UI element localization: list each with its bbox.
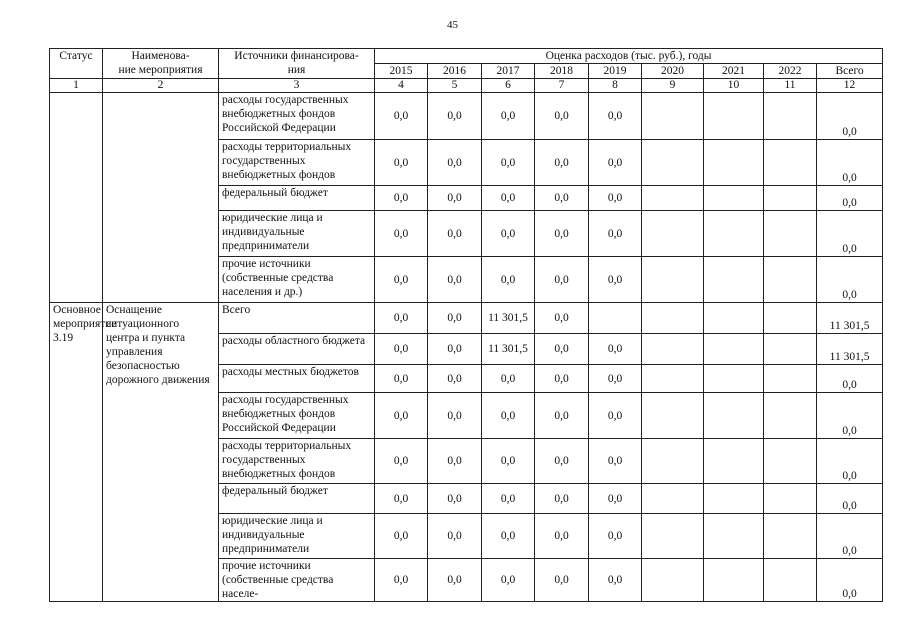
value-cell-empty: [642, 140, 704, 186]
value-cell: 0,0: [428, 334, 482, 365]
value-cell: 0,0: [482, 514, 535, 559]
table-row: [50, 303, 883, 334]
value-cell-empty: [704, 484, 764, 514]
value-cell-empty: [764, 211, 817, 257]
header-year: 2015: [375, 64, 428, 79]
value-cell-empty: [764, 93, 817, 140]
value-cell: 0,0: [482, 484, 535, 514]
funding-source: прочие источники (собственные средства населения и др.): [219, 257, 375, 303]
column-number: 9: [642, 79, 704, 93]
value-cell: 0,0: [535, 211, 589, 257]
value-cell-empty: [704, 365, 764, 393]
activity-name-cell: Оснащение ситуационного центра и пункта управления безопасностью дорожного движения: [103, 303, 219, 602]
value-cell: 0,0: [428, 365, 482, 393]
value-cell: 0,0: [428, 393, 482, 439]
status-cell-empty: [50, 93, 103, 303]
total-cell: 0,0: [817, 140, 883, 186]
value-cell-empty: [764, 484, 817, 514]
column-number: 3: [219, 79, 375, 93]
value-cell-empty: [642, 559, 704, 602]
value-cell-empty: [764, 393, 817, 439]
column-number: 10: [704, 79, 764, 93]
value-cell-empty: [704, 334, 764, 365]
total-cell: 11 301,5: [817, 334, 883, 365]
value-cell-empty: [642, 484, 704, 514]
value-cell: 0,0: [375, 365, 428, 393]
header-year: 2020: [642, 64, 704, 79]
total-cell: 0,0: [817, 257, 883, 303]
funding-source: федеральный бюджет: [219, 186, 375, 211]
funding-source: федеральный бюджет: [219, 484, 375, 514]
value-cell-empty: [764, 186, 817, 211]
value-cell: 0,0: [375, 484, 428, 514]
value-cell: 0,0: [428, 140, 482, 186]
header-status: Статус: [50, 49, 103, 79]
value-cell: 0,0: [375, 393, 428, 439]
activity-name-cell-empty: [103, 93, 219, 303]
funding-source: расходы областного бюджета: [219, 334, 375, 365]
value-cell: 0,0: [589, 211, 642, 257]
funding-source: расходы государственных внебюджетных фондов Российской Федерации: [219, 393, 375, 439]
value-cell: 0,0: [589, 186, 642, 211]
column-number: 1: [50, 79, 103, 93]
header-sources: Источники финансирова- ния: [219, 49, 375, 79]
value-cell: 0,0: [535, 559, 589, 602]
value-cell: 0,0: [428, 186, 482, 211]
value-cell-empty: [642, 257, 704, 303]
value-cell: 0,0: [375, 334, 428, 365]
value-cell-empty: [642, 303, 704, 334]
value-cell-empty: [704, 211, 764, 257]
value-cell: 0,0: [589, 484, 642, 514]
total-cell: 0,0: [817, 186, 883, 211]
value-cell-empty: [764, 439, 817, 484]
value-cell-empty: [704, 393, 764, 439]
value-cell-empty: [642, 93, 704, 140]
value-cell-empty: [642, 365, 704, 393]
value-cell: 0,0: [482, 93, 535, 140]
value-cell-empty: [704, 439, 764, 484]
value-cell-empty: [764, 140, 817, 186]
value-cell: 0,0: [482, 559, 535, 602]
value-cell: 0,0: [375, 439, 428, 484]
value-cell-empty: [642, 514, 704, 559]
value-cell: 0,0: [589, 257, 642, 303]
value-cell-empty: [704, 186, 764, 211]
table-row: [50, 93, 883, 140]
header-year: 2017: [482, 64, 535, 79]
total-cell: 0,0: [817, 93, 883, 140]
value-cell: 0,0: [428, 439, 482, 484]
value-cell: 0,0: [482, 257, 535, 303]
value-cell-empty: [704, 257, 764, 303]
funding-source: юридические лица и индивидуальные предприниматели: [219, 211, 375, 257]
header-name: Наименова- ние мероприятия: [103, 49, 219, 79]
value-cell-empty: [764, 334, 817, 365]
total-cell: 0,0: [817, 211, 883, 257]
total-cell: 0,0: [817, 484, 883, 514]
header-year: 2022: [764, 64, 817, 79]
value-cell: 0,0: [535, 439, 589, 484]
total-cell: 0,0: [817, 439, 883, 484]
value-cell: 0,0: [375, 514, 428, 559]
value-cell: 0,0: [428, 303, 482, 334]
value-cell: 0,0: [482, 211, 535, 257]
value-cell: 0,0: [482, 393, 535, 439]
value-cell: 0,0: [535, 334, 589, 365]
value-cell: 11 301,5: [482, 303, 535, 334]
value-cell: 0,0: [482, 140, 535, 186]
value-cell: 0,0: [428, 93, 482, 140]
value-cell: 0,0: [375, 257, 428, 303]
column-number: 12: [817, 79, 883, 93]
total-cell: 0,0: [817, 514, 883, 559]
header-year: 2016: [428, 64, 482, 79]
value-cell-empty: [642, 334, 704, 365]
value-cell: [589, 303, 642, 334]
value-cell: 0,0: [428, 484, 482, 514]
header-year: 2021: [704, 64, 764, 79]
value-cell: 0,0: [482, 186, 535, 211]
column-number: 11: [764, 79, 817, 93]
funding-source: расходы территориальных государственных внебюджетных фондов: [219, 140, 375, 186]
funding-source: юридические лица и индивидуальные предприниматели: [219, 514, 375, 559]
value-cell: 0,0: [375, 559, 428, 602]
budget-table: [49, 48, 883, 602]
value-cell: 0,0: [375, 211, 428, 257]
value-cell: 0,0: [428, 257, 482, 303]
column-number: 4: [375, 79, 428, 93]
header-total: Всего: [817, 64, 883, 79]
value-cell-empty: [704, 93, 764, 140]
header-row: [50, 49, 883, 64]
value-cell: 0,0: [535, 303, 589, 334]
value-cell: 0,0: [375, 303, 428, 334]
value-cell-empty: [704, 559, 764, 602]
value-cell: 0,0: [428, 559, 482, 602]
value-cell: 0,0: [535, 393, 589, 439]
total-cell: 11 301,5: [817, 303, 883, 334]
total-cell: 0,0: [817, 365, 883, 393]
header-year: 2018: [535, 64, 589, 79]
value-cell-empty: [704, 514, 764, 559]
value-cell: 0,0: [589, 93, 642, 140]
funding-source: расходы государственных внебюджетных фондов Российской Федерации: [219, 93, 375, 140]
value-cell-empty: [764, 303, 817, 334]
funding-source: Всего: [219, 303, 375, 334]
value-cell-empty: [642, 186, 704, 211]
value-cell-empty: [642, 211, 704, 257]
value-cell: 0,0: [535, 257, 589, 303]
value-cell-empty: [764, 559, 817, 602]
value-cell-empty: [642, 439, 704, 484]
value-cell: 0,0: [535, 186, 589, 211]
value-cell-empty: [704, 303, 764, 334]
value-cell-empty: [764, 514, 817, 559]
column-number: 6: [482, 79, 535, 93]
funding-source: прочие источники (собственные средства населе-: [219, 559, 375, 602]
column-number: 7: [535, 79, 589, 93]
value-cell-empty: [764, 365, 817, 393]
header-estimate: Оценка расходов (тыс. руб.), годы: [375, 49, 883, 64]
total-cell: 0,0: [817, 393, 883, 439]
value-cell: 0,0: [535, 514, 589, 559]
value-cell: 11 301,5: [482, 334, 535, 365]
funding-source: расходы местных бюджетов: [219, 365, 375, 393]
value-cell: 0,0: [589, 559, 642, 602]
column-number-row: [50, 79, 883, 93]
value-cell: 0,0: [375, 140, 428, 186]
value-cell-empty: [764, 257, 817, 303]
value-cell: 0,0: [428, 211, 482, 257]
value-cell: 0,0: [482, 365, 535, 393]
funding-source: расходы территориальных государственных внебюджетных фондов: [219, 439, 375, 484]
column-number: 5: [428, 79, 482, 93]
value-cell: 0,0: [535, 140, 589, 186]
value-cell-empty: [704, 140, 764, 186]
value-cell: 0,0: [375, 186, 428, 211]
value-cell: 0,0: [535, 93, 589, 140]
value-cell: 0,0: [428, 514, 482, 559]
total-cell: 0,0: [817, 559, 883, 602]
value-cell: 0,0: [589, 140, 642, 186]
page-number: 45: [447, 19, 458, 31]
column-number: 8: [589, 79, 642, 93]
value-cell: 0,0: [482, 439, 535, 484]
column-number: 2: [103, 79, 219, 93]
value-cell: 0,0: [589, 514, 642, 559]
value-cell: 0,0: [589, 365, 642, 393]
value-cell: 0,0: [589, 439, 642, 484]
value-cell: 0,0: [535, 484, 589, 514]
status-cell: Основное мероприятие 3.19: [50, 303, 103, 602]
value-cell: 0,0: [589, 393, 642, 439]
value-cell-empty: [642, 393, 704, 439]
header-year: 2019: [589, 64, 642, 79]
value-cell: 0,0: [589, 334, 642, 365]
value-cell: 0,0: [535, 365, 589, 393]
value-cell: 0,0: [375, 93, 428, 140]
